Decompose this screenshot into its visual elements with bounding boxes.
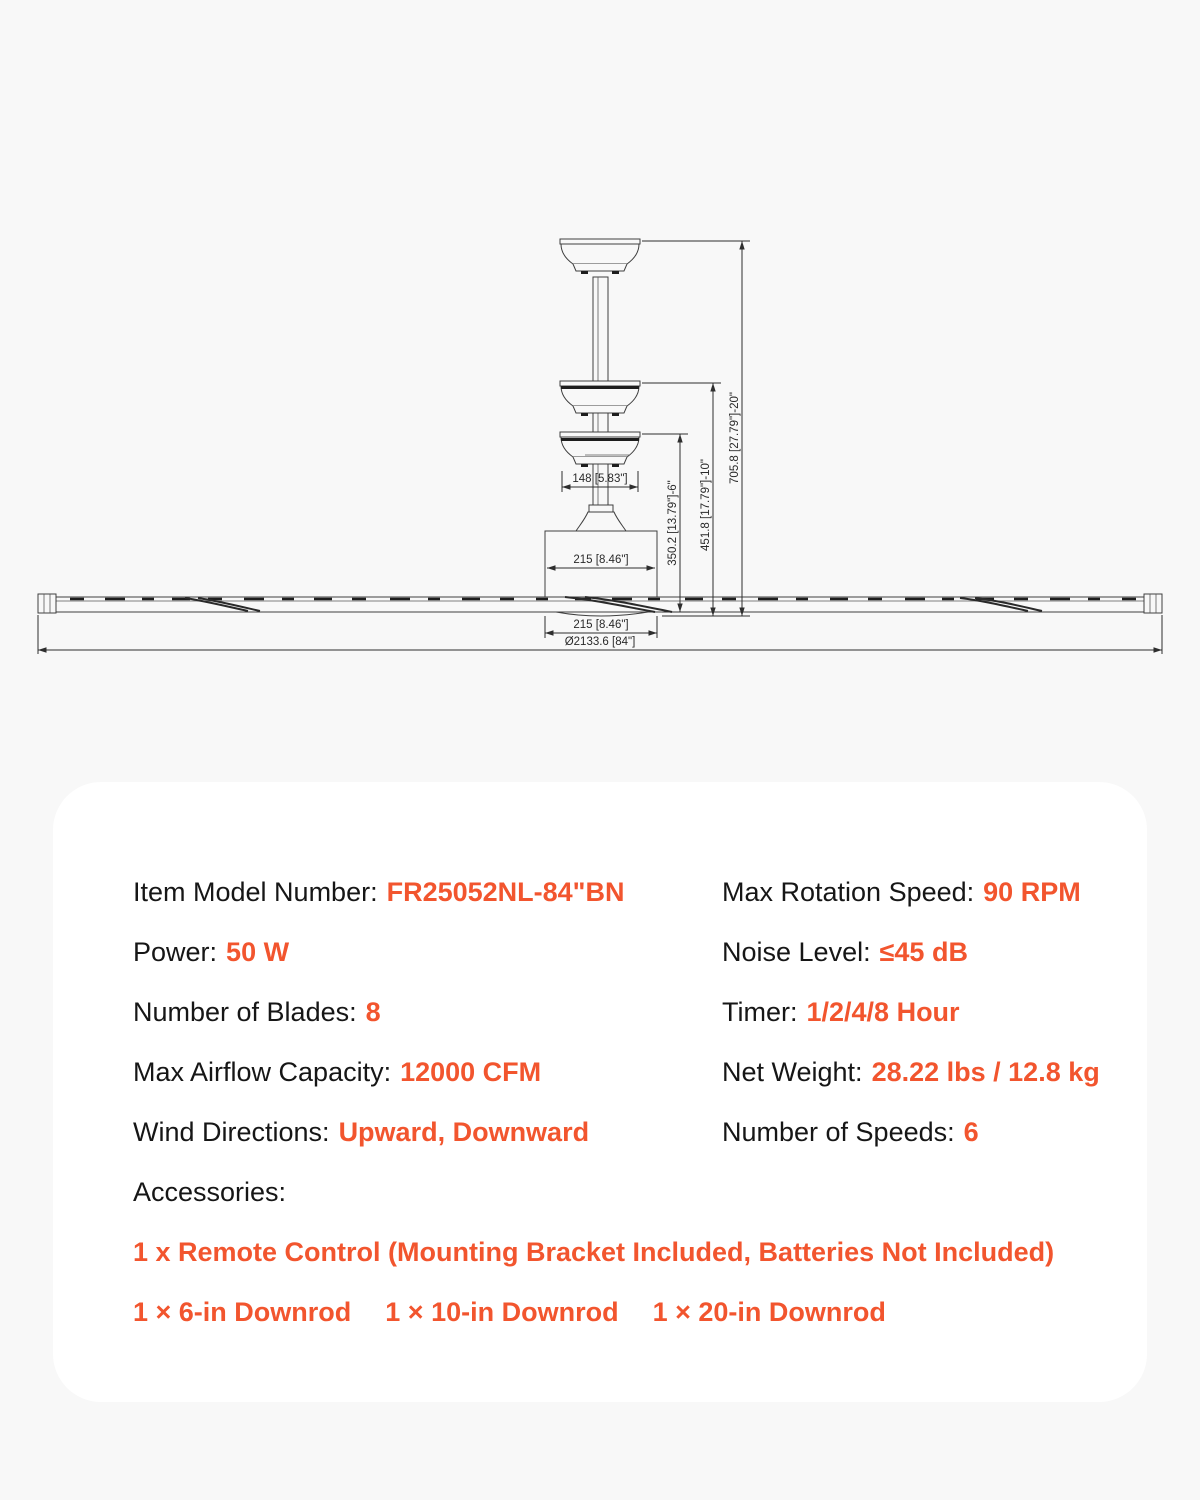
dim-label-motor-width: 215 [8.46"] [573, 554, 629, 566]
spec-label: Max Airflow Capacity: [133, 1057, 392, 1087]
spec-column-right [722, 862, 1142, 1162]
spec-value: 50 W [226, 937, 290, 967]
spec-value: FR25052NL-84"BN [386, 877, 625, 907]
spec-label: Max Rotation Speed: [722, 877, 975, 907]
accessory-downrods-line [133, 1282, 1113, 1342]
dim-label-height-6in: 350.2 [13.79"]-6" [667, 480, 679, 566]
spec-value: 12000 CFM [400, 1057, 542, 1087]
spec-item-max-rotation-speed [722, 862, 1142, 922]
spec-item-accessories [133, 1162, 1113, 1222]
spec-label: Wind Directions: [133, 1117, 330, 1147]
spec-label: Net Weight: [722, 1057, 863, 1087]
spec-item-noise-level [722, 922, 1142, 982]
spec-item-net-weight [722, 1042, 1142, 1102]
downrod-6in: 1 × 6-in Downrod [133, 1297, 352, 1327]
spec-panel [53, 782, 1147, 1402]
spec-label: Number of Blades: [133, 997, 357, 1027]
dim-label-canopy-width: 148 [5.83"] [572, 473, 628, 485]
dimension-motor-width-bottom [545, 616, 657, 638]
dim-label-height-10in: 451.8 [17.79"]-10" [700, 459, 712, 551]
spec-value: 90 RPM [983, 877, 1081, 907]
spec-value: 8 [365, 997, 381, 1027]
dim-label-motor-width-bottom: 215 [8.46"] [573, 619, 629, 631]
downrod-10in: 1 × 10-in Downrod [385, 1297, 619, 1327]
dimension-height-20in [642, 241, 750, 616]
canopy-low-position [560, 432, 640, 467]
dim-label-blade-diameter: Ø2133.6 [84"] [564, 636, 636, 648]
dim-label-height-20in: 705.8 [27.79"]-20" [729, 392, 741, 484]
fan-blades [38, 594, 1162, 616]
spec-label: Accessories: [133, 1177, 287, 1207]
spec-label: Timer: [722, 997, 798, 1027]
accessory-text: 1 x Remote Control (Mounting Bracket Included, Batteries Not Included) [133, 1237, 1055, 1267]
spec-value: 1/2/4/8 Hour [806, 997, 960, 1027]
spec-value: 6 [963, 1117, 979, 1147]
spec-value: 28.22 lbs / 12.8 kg [871, 1057, 1100, 1087]
blade-tip-right [1144, 594, 1162, 613]
motor-bottom-cap [556, 612, 648, 616]
spec-item-number-of-speeds [722, 1102, 1142, 1162]
spec-value: Upward, Downward [338, 1117, 590, 1147]
spec-item-timer [722, 982, 1142, 1042]
spec-label: Item Model Number: [133, 877, 378, 907]
spec-label: Noise Level: [722, 937, 871, 967]
spec-value: ≤45 dB [879, 937, 968, 967]
spec-label: Power: [133, 937, 218, 967]
spec-label: Number of Speeds: [722, 1117, 955, 1147]
fan-dimension-drawing [0, 0, 1200, 720]
downrod-20in: 1 × 20-in Downrod [652, 1297, 886, 1327]
accessory-remote-control-line [133, 1222, 1113, 1282]
canopy-top-position [560, 239, 640, 274]
blade-tip-left [38, 594, 56, 613]
downrod-coupler [576, 505, 626, 531]
